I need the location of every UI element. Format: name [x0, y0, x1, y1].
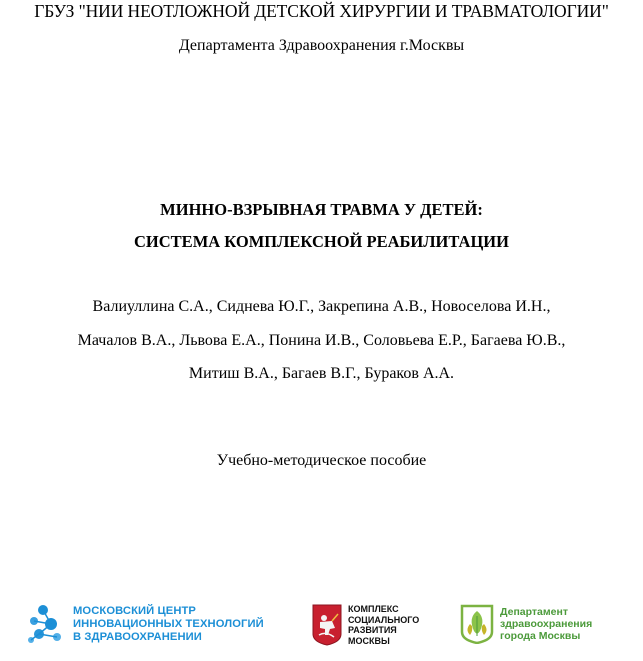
social-complex-line-3: РАЗВИТИЯ	[348, 625, 397, 635]
innovation-center-line-1: МОСКОВСКИЙ ЦЕНТР	[73, 604, 196, 617]
social-complex-logo	[312, 604, 419, 646]
authors-line-1: Валиуллина С.А., Сиднева Ю.Г., Закрепина А.В., Новоселова И.Н.,	[92, 298, 551, 315]
innovation-center-line-3: В ЗДРАВООХРАНЕНИИ	[73, 630, 202, 643]
molecule-icon	[27, 604, 65, 644]
health-department-line-2: здравоохранения	[500, 618, 593, 630]
title-line-1: МИННО-ВЗРЫВНАЯ ТРАВМА У ДЕТЕЙ:	[160, 200, 483, 219]
innovation-center-line-2: ИННОВАЦИОННЫХ ТЕХНОЛОГИЙ	[73, 617, 264, 630]
innovation-center-text	[73, 605, 264, 644]
authors-line-3: Митиш В.А., Багаев В.Г., Бураков А.А.	[188, 365, 455, 382]
title-line-2: СИСТЕМА КОМПЛЕКСНОЙ РЕАБИЛИТАЦИИ	[134, 232, 509, 251]
social-complex-line-1: КОМПЛЕКС	[348, 604, 399, 614]
social-complex-line-4: МОСКВЫ	[348, 635, 390, 646]
moscow-coat-of-arms-icon	[312, 604, 342, 646]
organization-name: ГБУЗ "НИИ НЕОТЛОЖНОЙ ДЕТСКОЙ ХИРУРГИИ И ТРАВМАТОЛОГИИ"	[34, 1, 609, 21]
health-department-line-3: города Москвы	[500, 630, 581, 642]
health-department-emblem-icon	[460, 604, 494, 644]
social-complex-text	[348, 604, 419, 646]
health-department-line-1: Департамент	[500, 606, 568, 618]
social-complex-line-2: СОЦИАЛЬНОГО	[348, 614, 420, 625]
innovation-center-logo	[27, 604, 264, 644]
authors-line-2: Мачалов В.А., Львова Е.А., Понина И.В., Соловьева Е.Р., Багаева Ю.В.,	[77, 332, 566, 349]
document-type: Учебно-методическое пособие	[216, 452, 427, 469]
health-department-text	[500, 606, 592, 642]
health-department-logo	[460, 604, 592, 644]
department-name: Департамента Здравоохранения г.Москвы	[178, 37, 465, 54]
